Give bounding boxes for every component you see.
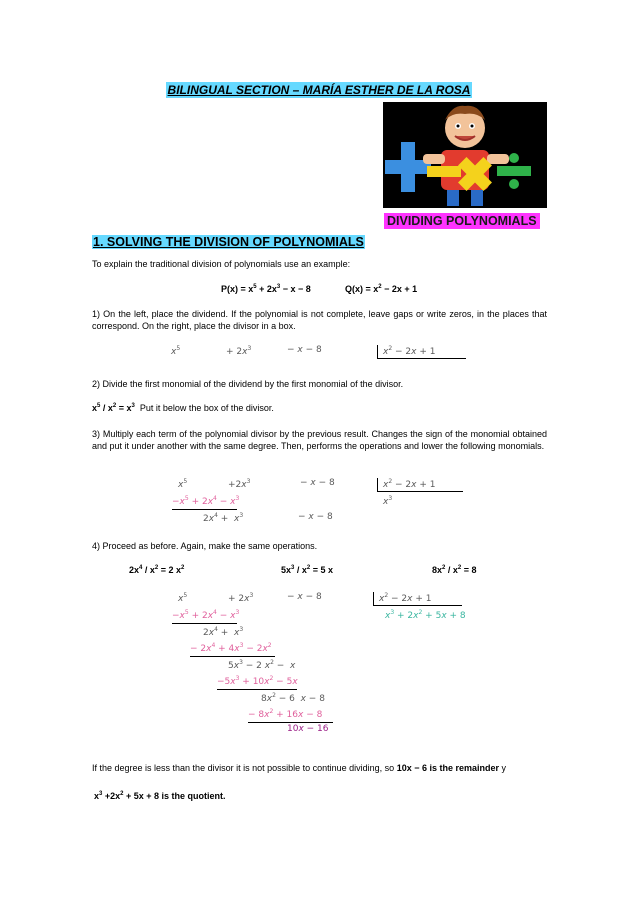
section-title: 1. SOLVING THE DIVISION OF POLYNOMIALS bbox=[93, 235, 364, 249]
remainder-statement: 10x − 6 is the remainder bbox=[396, 763, 499, 773]
op-2: $5x^3 / x^2 = 5$ x bbox=[281, 565, 333, 575]
document-header bbox=[0, 83, 638, 97]
math-cartoon-illustration bbox=[383, 102, 547, 208]
topic-label: DIVIDING POLYNOMIALS bbox=[384, 213, 540, 229]
intro-text: To explain the traditional division of polynomials use an example: bbox=[92, 259, 351, 269]
cartoon-svg bbox=[383, 102, 547, 208]
step4-text: 4) Proceed as before. Again, make the same operations. bbox=[92, 541, 318, 551]
header-text: BILINGUAL SECTION – MARÍA ESTHER DE LA ROSA bbox=[167, 83, 471, 97]
qx-definition: $Q(x) = x^2 - 2x + 1$ bbox=[345, 284, 418, 294]
step2-note: Put it below the box of the divisor. bbox=[139, 403, 274, 413]
step2-line: $x^5 / x^2 = x^3$ Put it below the box of the divisor. bbox=[92, 403, 274, 413]
step1-text: 1) On the left, place the dividend. If the polynomial is not complete, leave gaps or write zeros, in the places that correspond. On the right, place the divisor in a box. bbox=[92, 309, 547, 331]
op-3: $8x^2 / x^2 = 8$ bbox=[432, 565, 477, 575]
quotient-statement: $x^3 +2x^2 + 5x + 8$ is the quotient. bbox=[94, 791, 226, 801]
conclusion-line: If the degree is less than the divisor it is not possible to continue dividing, so 10x − 6 is the remainder y bbox=[92, 763, 507, 773]
divide-icon bbox=[497, 166, 531, 176]
step3-text: 3) Multiply each term of the polynomial divisor by the previous result. Changes the sign of the monomial obtained and put it under another with the same degree. Then, performs the operations and lower the following monomials. bbox=[92, 429, 547, 451]
step2-text: 2) Divide the first monomial of the dividend by the first monomial of the divisor. bbox=[92, 379, 404, 389]
op-1: $2x^4 / x^2 = 2$ $x^2$ bbox=[129, 565, 185, 575]
minus-icon bbox=[427, 166, 461, 177]
px-definition: $P(x) = x^5 + 2x^3 - x - 8$ bbox=[221, 284, 311, 294]
page: BILINGUAL SECTION – MARÍA ESTHER DE LA ROSA DIVIDING POLYNOMIALS 1. SOLVING THE DIVISION OF POLYNOMIALS To explain the traditional division of polynomials use an example: $P(x) = x^5 + 2x^3 - x - 8$ $Q(x) = x^2 - 2x + 1$ 1) On the left, place the dividend. If the polynomial is not complete, leave gaps or write zeros, in the places that correspond. On the right, place the divisor in a box. $x^5$ + $2x^3$ − x − 8 $x^2 - 2x + 1$ 2) Divide the first monomial of the dividend by the first monomial of the divisor. $x^5 / x^2 = x^3$ Put it below the box of the divisor. 3) Multiply each term of the polynomial divisor by the previous result. Changes the sign of the monomial obtained and put it under another with the same degree. Then, performs the operations and lower the following monomials. $x^5$ $+2x^3$ − x − 8 $x^2 - 2x + 1$ $x^3$ $-x^5 + 2x^4 - x^3$ $2x^4 + x^3$ − x − 8 4) Proceed as before. Again, make the same operations. $2x^4 / x^2 = 2$ $x^2$ $5x^3 / x^2 = 5$ x $8x^2 / x^2 = 8$ $x^5$ + $2x^3$ − x − 8 $x^2 - 2x + 1$ $x^3 + 2x^2 + 5x + 8$ $-x^5 + 2x^4 - x^3$ $2x^4 + x^3$ − $2x^4 + 4x^3 - 2x^2$ $5x^3 - 2$ $x^2 - x$ $-5x^3 + 10x^2 - 5x$ $8x^2 - 6$ x − 8 − $8x^2 + 16x - 8$ 10x − 16 If the degree is less than the divisor it is not possible to continue dividing, so 10x − 6 is the remainder y $x^3 +2x^2 + 5x + 8$ is the quotient. bbox=[0, 0, 638, 903]
